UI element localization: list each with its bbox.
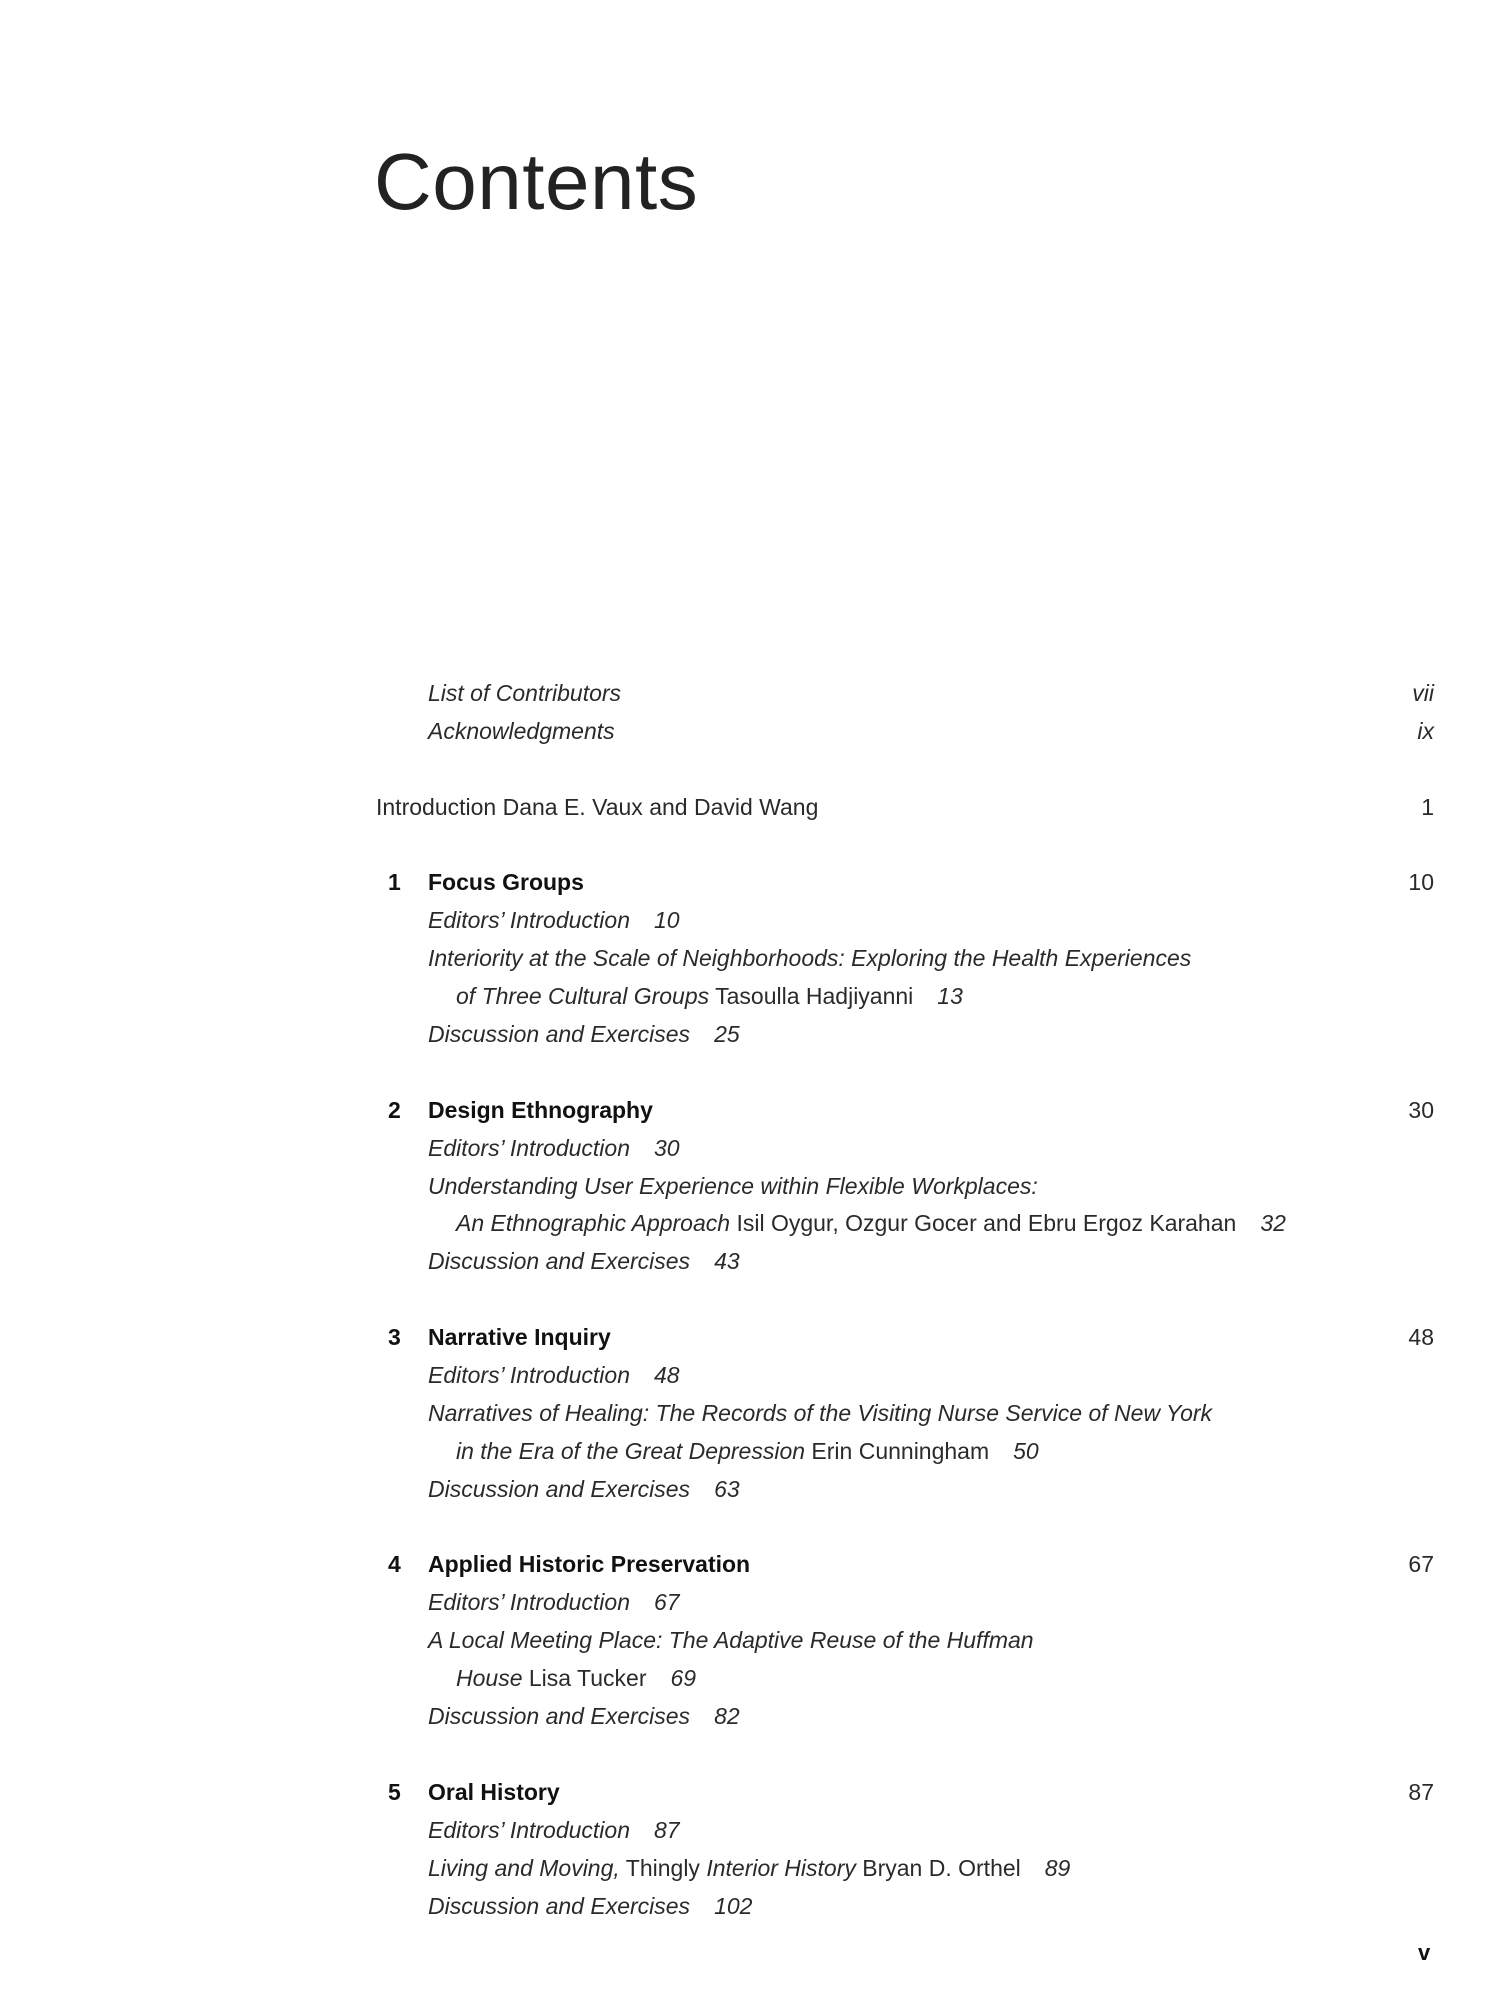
entry-title: of Three Cultural Groups: [456, 983, 710, 1010]
toc-entry-line[interactable]: [376, 1168, 1434, 1206]
entry-author: Tasoulla Hadjiyanni: [715, 983, 914, 1010]
chapter-title: Design Ethnography: [428, 1096, 653, 1123]
spacer: [376, 1054, 1434, 1092]
entry-author: Erin Cunningham: [811, 1437, 990, 1464]
chapter-heading[interactable]: [376, 1092, 1434, 1130]
entry-title-cont: Interior History: [706, 1854, 856, 1881]
entry-page: 50: [1013, 1437, 1039, 1464]
entry-title: Editors’ Introduction: [428, 1589, 631, 1616]
chapter-title: Narrative Inquiry: [428, 1324, 611, 1351]
chapter-number: 1: [388, 869, 401, 896]
entry-page: ix: [1417, 717, 1434, 744]
entry-authors: Dana E. Vaux and David Wang: [502, 793, 819, 820]
page-title: Contents: [374, 137, 699, 226]
toc-entry-line[interactable]: [376, 1205, 1434, 1243]
entry-page: 48: [654, 1362, 680, 1389]
entry-title: Editors’ Introduction: [428, 907, 631, 934]
chapter-number: 5: [388, 1778, 401, 1805]
toc-entry-line[interactable]: [376, 1130, 1434, 1168]
spacer: [376, 1736, 1434, 1774]
entry-title: Acknowledgments: [428, 717, 615, 744]
chapter-number: 2: [388, 1096, 401, 1123]
toc-entry-line[interactable]: [376, 1395, 1434, 1433]
chapter-title: Oral History: [428, 1778, 560, 1805]
toc-entry-line[interactable]: [376, 1660, 1434, 1698]
entry-page: 32: [1260, 1210, 1286, 1237]
toc-entry-line[interactable]: [376, 978, 1434, 1016]
entry-title: Discussion and Exercises: [428, 1703, 691, 1730]
toc-entry-line[interactable]: [376, 1584, 1434, 1622]
entry-title: Discussion and Exercises: [428, 1248, 691, 1275]
toc-entry-line[interactable]: [376, 1357, 1434, 1395]
toc-entry-line[interactable]: [376, 1698, 1434, 1736]
toc-entry-line[interactable]: [376, 1433, 1434, 1471]
spacer: [376, 751, 1434, 789]
entry-author: Isil Oygur, Ozgur Gocer and Ebru Ergoz Karahan: [736, 1210, 1237, 1237]
entry-title: An Ethnographic Approach: [456, 1210, 731, 1237]
chapter-title: Focus Groups: [428, 869, 584, 896]
toc-entry-line[interactable]: [376, 1471, 1434, 1509]
chapter-heading[interactable]: [376, 864, 1434, 902]
entry-page: 89: [1044, 1854, 1071, 1881]
spacer: [376, 1281, 1434, 1319]
toc-entry-line[interactable]: [376, 1016, 1434, 1054]
entry-title: Editors’ Introduction: [428, 1362, 631, 1389]
entry-title: Introduction: [376, 793, 497, 820]
toc-entry-line[interactable]: [376, 1622, 1434, 1660]
toc-entry-line[interactable]: [376, 940, 1434, 978]
chapter-page: 30: [1408, 1096, 1434, 1123]
spacer: [376, 827, 1434, 865]
entry-page: 69: [670, 1665, 697, 1692]
chapter-number: 3: [388, 1324, 401, 1351]
entry-title: Editors’ Introduction: [428, 1816, 631, 1843]
chapter-page: 10: [1408, 869, 1434, 896]
entry-page: 43: [714, 1248, 740, 1275]
entry-title: Discussion and Exercises: [428, 1475, 691, 1502]
entry-title: A Local Meeting Place: The Adaptive Reuse of the Huffman: [428, 1627, 1034, 1654]
entry-page: 10: [654, 907, 680, 934]
toc-entry-line[interactable]: [376, 1850, 1434, 1888]
entry-page: vii: [1412, 680, 1434, 706]
entry-page: 82: [714, 1703, 740, 1730]
entry-author: Lisa Tucker: [528, 1665, 647, 1692]
chapter-heading[interactable]: [376, 1546, 1434, 1584]
chapter-page: 67: [1408, 1551, 1434, 1578]
entry-title: Discussion and Exercises: [428, 1021, 691, 1048]
entry-page: 87: [654, 1816, 680, 1843]
toc-entry-line[interactable]: [376, 902, 1434, 940]
entry-title: in the Era of the Great Depression: [456, 1437, 806, 1464]
page-folio: v: [1418, 1940, 1431, 1965]
entry-title: List of Contributors: [428, 680, 622, 706]
toc-entry-line[interactable]: [376, 1243, 1434, 1281]
chapter-page: 87: [1408, 1778, 1434, 1805]
entry-title: Living and Moving,: [428, 1854, 620, 1881]
entry-title: Narratives of Healing: The Records of the Visiting Nurse Service of New York: [428, 1399, 1213, 1426]
chapter-page: 48: [1408, 1324, 1434, 1351]
toc-entry-line[interactable]: [376, 1812, 1434, 1850]
entry-author: Bryan D. Orthel: [862, 1854, 1021, 1881]
entry-page: 102: [714, 1892, 753, 1919]
entry-page: 25: [714, 1021, 740, 1048]
entry-title: Understanding User Experience within Flexible Workplaces:: [428, 1172, 1038, 1199]
entry-title: Editors’ Introduction: [428, 1134, 631, 1161]
spacer: [376, 1509, 1434, 1547]
table-of-contents: [376, 675, 1434, 1925]
entry-page: 67: [654, 1589, 680, 1616]
entry-page: 1: [1421, 793, 1434, 820]
entry-title: House: [456, 1665, 523, 1692]
chapter-title: Applied Historic Preservation: [428, 1551, 751, 1578]
entry-author: Thingly: [625, 1854, 700, 1881]
toc-entry-front-matter[interactable]: [376, 675, 1434, 713]
toc-entry-front-matter[interactable]: [376, 713, 1434, 751]
entry-page: 30: [654, 1134, 680, 1161]
chapter-number: 4: [388, 1551, 401, 1578]
entry-page: 63: [714, 1475, 740, 1502]
entry-title: Interiority at the Scale of Neighborhoods: Exploring the Health Experiences: [428, 945, 1192, 972]
chapter-heading[interactable]: [376, 1319, 1434, 1357]
toc-entry-line[interactable]: [376, 1888, 1434, 1926]
entry-page: 13: [937, 983, 963, 1010]
chapter-heading[interactable]: [376, 1774, 1434, 1812]
toc-entry-introduction[interactable]: [376, 789, 1434, 827]
entry-title: Discussion and Exercises: [428, 1892, 691, 1919]
